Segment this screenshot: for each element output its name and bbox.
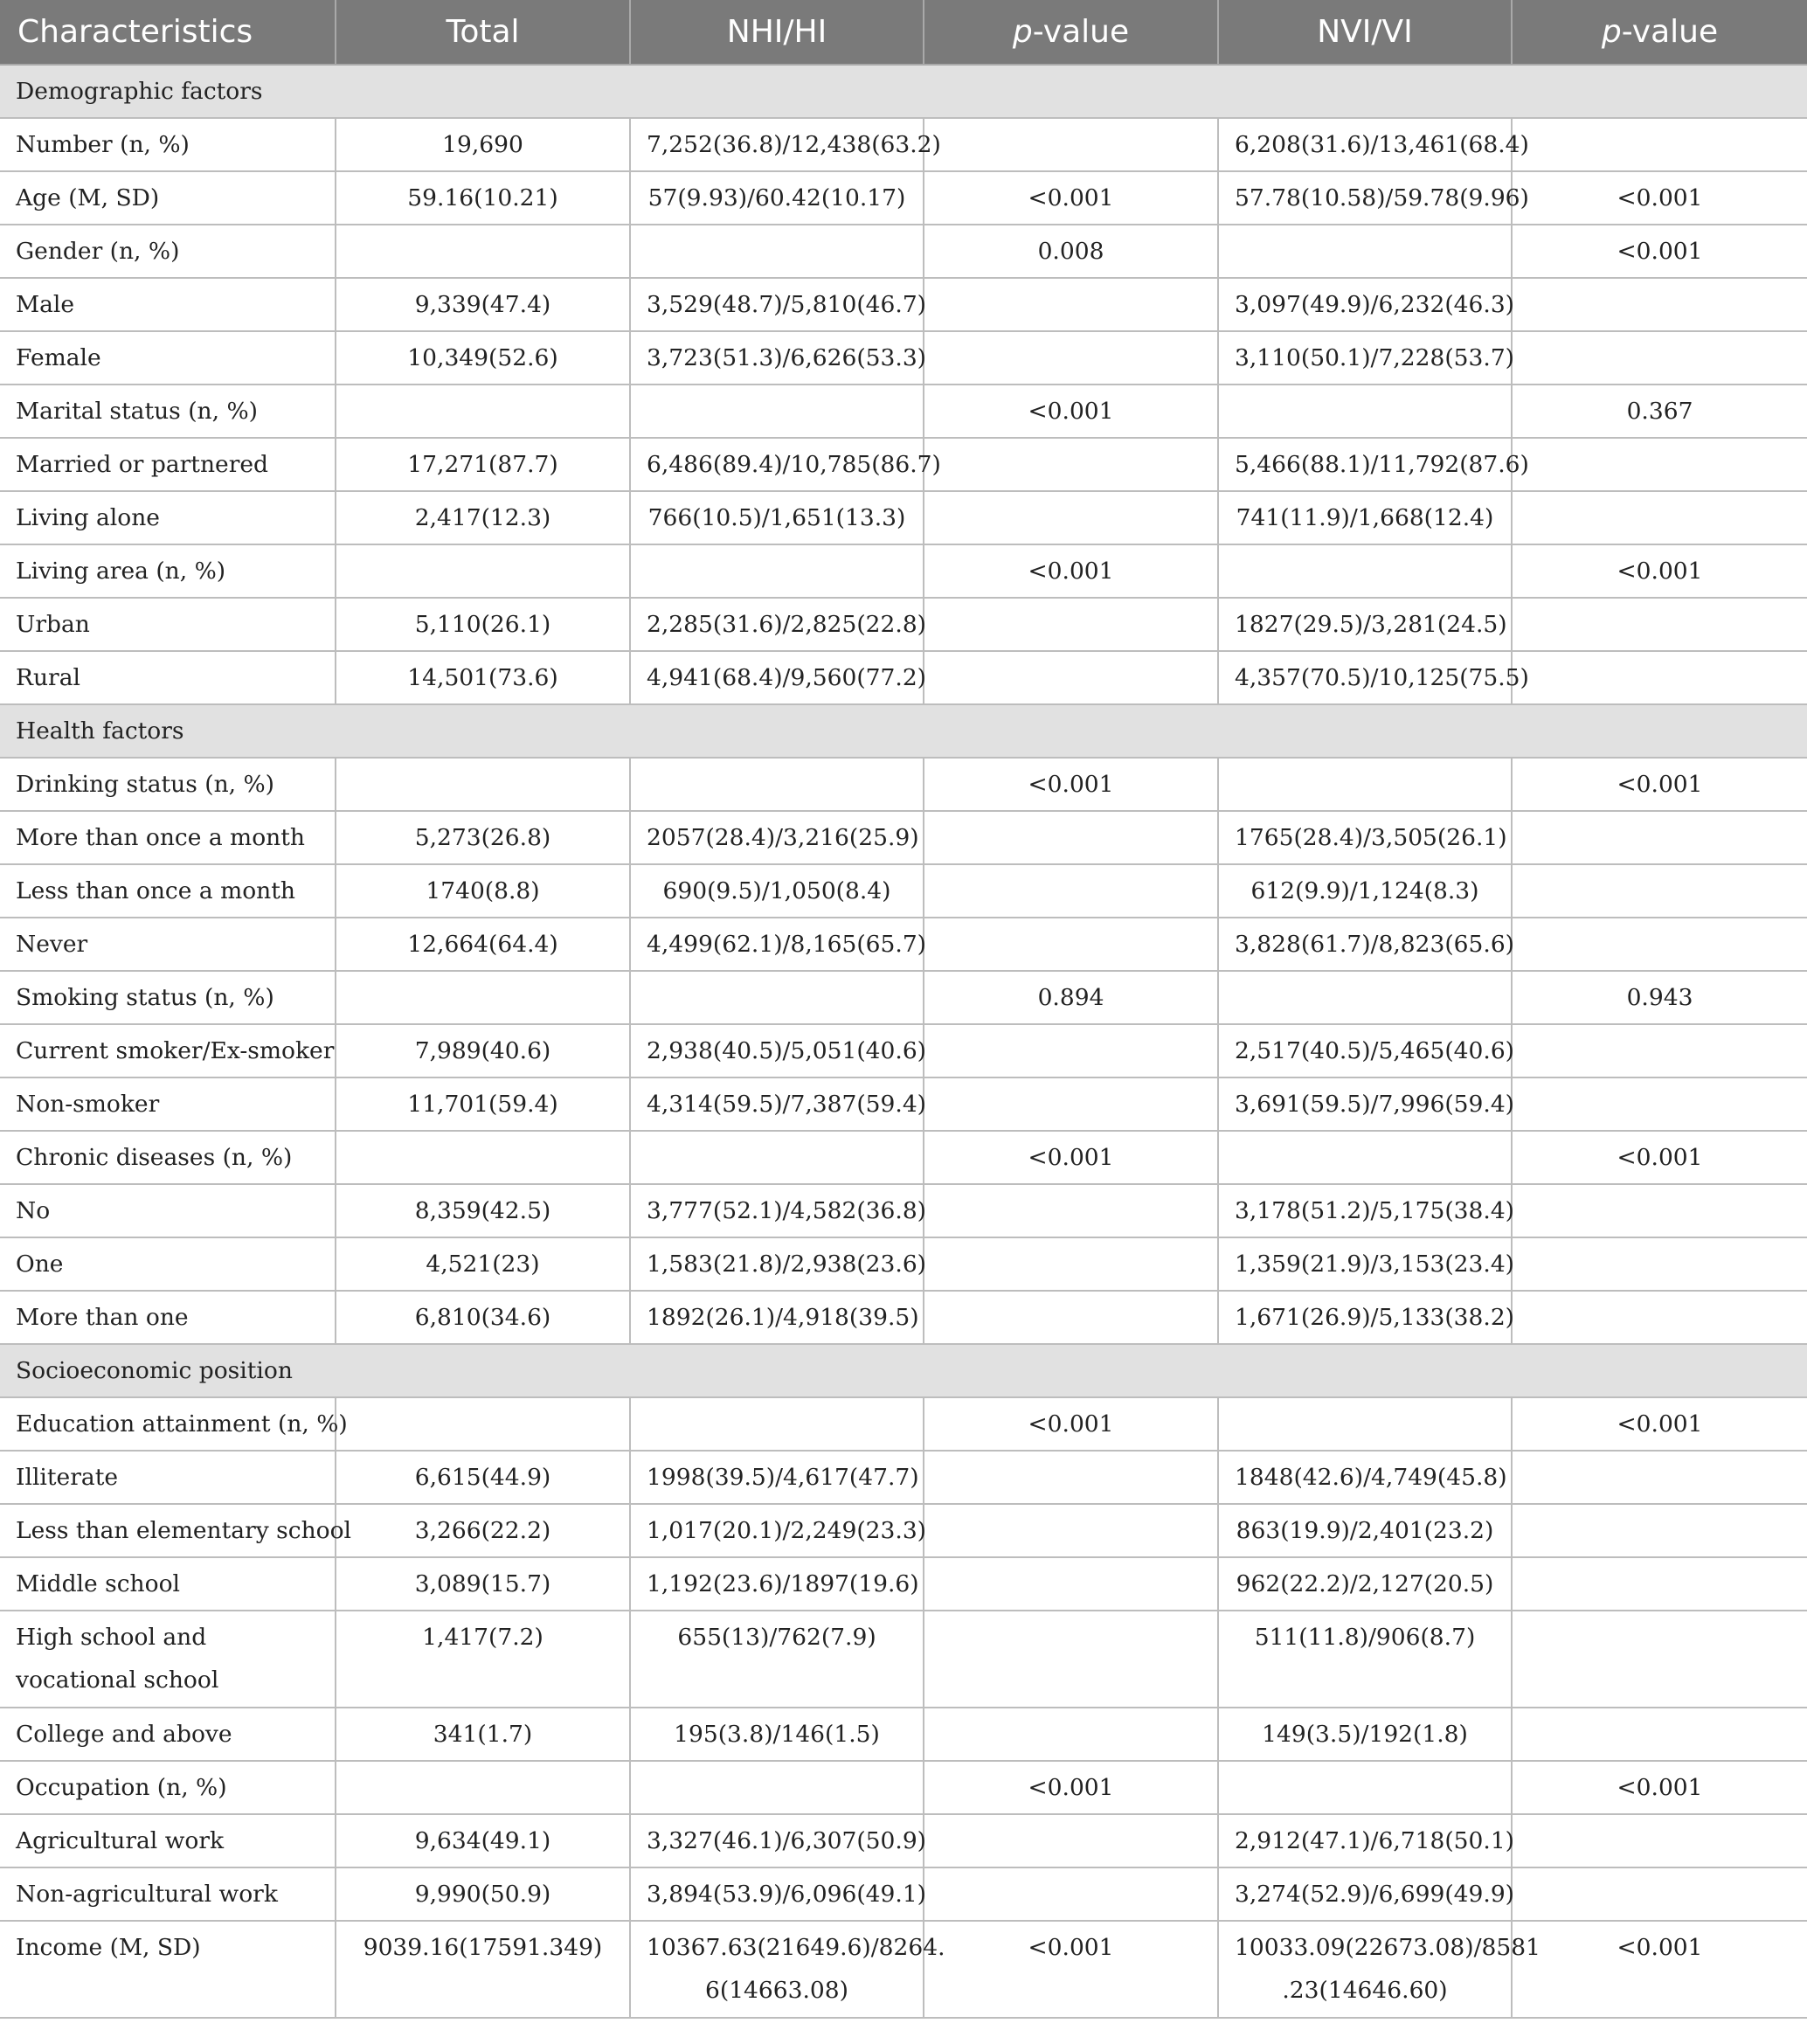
- cell-p-value-vision: [1512, 331, 1807, 385]
- cell-p-value-vision: [1512, 1451, 1807, 1504]
- cell-nvi-vi: [1218, 1131, 1512, 1184]
- cell-total: 1,417(7.2): [336, 1611, 630, 1708]
- table-row: [0, 651, 1807, 704]
- cell-p-value-vision: [1512, 278, 1807, 331]
- cell-characteristic: Less than once a month: [0, 864, 336, 918]
- cell-p-value-vision: [1512, 598, 1807, 651]
- cell-p-value-vision: [1512, 918, 1807, 971]
- cell-p-value-hearing: [924, 918, 1218, 971]
- cell-nvi-vi: [1218, 971, 1512, 1024]
- cell-nhi-hi: [630, 1131, 924, 1184]
- cell-p-value-hearing: 0.008: [924, 225, 1218, 278]
- cell-total: 6,810(34.6): [336, 1291, 630, 1344]
- header-p-value-hearing: [924, 0, 1218, 65]
- cell-nvi-vi: [1218, 758, 1512, 811]
- cell-p-value-vision: [1512, 1504, 1807, 1557]
- table-row: [0, 1761, 1807, 1814]
- cell-nhi-hi: [630, 225, 924, 278]
- table-row: [0, 1077, 1807, 1131]
- cell-p-value-hearing: [924, 1237, 1218, 1291]
- section-row: [0, 1344, 1807, 1397]
- cell-nvi-vi: [1218, 544, 1512, 598]
- cell-p-value-hearing: [924, 1077, 1218, 1131]
- table-row: [0, 1867, 1807, 1921]
- table-row: [0, 331, 1807, 385]
- cell-nvi-vi: 10033.09(22673.08)/8581 .23(14646.60): [1218, 1921, 1512, 2018]
- cell-nhi-hi: 1,017(20.1)/2,249(23.3): [630, 1504, 924, 1557]
- cell-nvi-vi: [1218, 385, 1512, 438]
- cell-p-value-vision: [1512, 1867, 1807, 1921]
- cell-characteristic: Occupation (n, %): [0, 1761, 336, 1814]
- table-row: [0, 1451, 1807, 1504]
- cell-p-value-hearing: [924, 331, 1218, 385]
- cell-total: 11,701(59.4): [336, 1077, 630, 1131]
- cell-characteristic: Current smoker/Ex-smoker: [0, 1024, 336, 1077]
- cell-nhi-hi: 3,777(52.1)/4,582(36.8): [630, 1184, 924, 1237]
- header-characteristics: Characteristics: [0, 0, 336, 65]
- cell-nhi-hi: 57(9.93)/60.42(10.17): [630, 171, 924, 225]
- table-row: [0, 598, 1807, 651]
- cell-nhi-hi: 2,938(40.5)/5,051(40.6): [630, 1024, 924, 1077]
- cell-p-value-vision: [1512, 438, 1807, 491]
- cell-total: 3,266(22.2): [336, 1504, 630, 1557]
- cell-characteristic: Chronic diseases (n, %): [0, 1131, 336, 1184]
- header-nhi-hi: NHI/HI: [630, 0, 924, 65]
- table-row: [0, 1557, 1807, 1611]
- cell-p-value-hearing: [924, 811, 1218, 864]
- cell-characteristic: Middle school: [0, 1557, 336, 1611]
- cell-p-value-hearing: [924, 598, 1218, 651]
- cell-total: 19,690: [336, 118, 630, 171]
- cell-nhi-hi: [630, 385, 924, 438]
- cell-characteristic: Married or partnered: [0, 438, 336, 491]
- table-row: [0, 385, 1807, 438]
- cell-total: [336, 758, 630, 811]
- table-row: [0, 1611, 1807, 1708]
- cell-characteristic: One: [0, 1237, 336, 1291]
- cell-nhi-hi: 4,314(59.5)/7,387(59.4): [630, 1077, 924, 1131]
- cell-total: 2,417(12.3): [336, 491, 630, 544]
- cell-characteristic: High school and vocational school: [0, 1611, 336, 1708]
- cell-p-value-hearing: <0.001: [924, 385, 1218, 438]
- cell-nvi-vi: 3,178(51.2)/5,175(38.4): [1218, 1184, 1512, 1237]
- cell-p-value-vision: [1512, 1184, 1807, 1237]
- cell-p-value-vision: [1512, 1814, 1807, 1867]
- cell-nvi-vi: 741(11.9)/1,668(12.4): [1218, 491, 1512, 544]
- cell-p-value-hearing: [924, 1184, 1218, 1237]
- cell-nvi-vi: 149(3.5)/192(1.8): [1218, 1708, 1512, 1761]
- cell-total: [336, 385, 630, 438]
- cell-p-value-vision: [1512, 811, 1807, 864]
- cell-total: 5,273(26.8): [336, 811, 630, 864]
- header-p-italic: p: [1601, 14, 1622, 50]
- table-body: [0, 65, 1807, 2018]
- table-row: [0, 278, 1807, 331]
- cell-total: 9,339(47.4): [336, 278, 630, 331]
- cell-characteristic: Smoking status (n, %): [0, 971, 336, 1024]
- cell-nvi-vi: 1848(42.6)/4,749(45.8): [1218, 1451, 1512, 1504]
- table-row: [0, 1237, 1807, 1291]
- cell-nhi-hi: 690(9.5)/1,050(8.4): [630, 864, 924, 918]
- cell-p-value-hearing: [924, 1867, 1218, 1921]
- cell-p-value-hearing: [924, 1611, 1218, 1708]
- cell-p-value-hearing: [924, 864, 1218, 918]
- cell-nvi-vi: 4,357(70.5)/10,125(75.5): [1218, 651, 1512, 704]
- cell-characteristic: Education attainment (n, %): [0, 1397, 336, 1451]
- section-title: Health factors: [0, 704, 1807, 758]
- table-row: [0, 171, 1807, 225]
- cell-characteristic: Female: [0, 331, 336, 385]
- cell-nhi-hi: 3,529(48.7)/5,810(46.7): [630, 278, 924, 331]
- cell-nhi-hi: 3,723(51.3)/6,626(53.3): [630, 331, 924, 385]
- cell-total: [336, 1761, 630, 1814]
- cell-p-value-vision: <0.001: [1512, 171, 1807, 225]
- cell-p-value-hearing: [924, 1708, 1218, 1761]
- cell-total: [336, 225, 630, 278]
- cell-p-value-vision: <0.001: [1512, 1397, 1807, 1451]
- cell-p-value-hearing: <0.001: [924, 171, 1218, 225]
- cell-nhi-hi: 1892(26.1)/4,918(39.5): [630, 1291, 924, 1344]
- cell-characteristic: No: [0, 1184, 336, 1237]
- cell-p-value-hearing: [924, 651, 1218, 704]
- cell-total: 4,521(23): [336, 1237, 630, 1291]
- table-row: [0, 225, 1807, 278]
- cell-p-value-hearing: [924, 278, 1218, 331]
- table-header: [0, 0, 1807, 65]
- cell-characteristic: Marital status (n, %): [0, 385, 336, 438]
- cell-total: 14,501(73.6): [336, 651, 630, 704]
- cell-p-value-vision: <0.001: [1512, 1761, 1807, 1814]
- table-row: [0, 811, 1807, 864]
- cell-characteristic: Never: [0, 918, 336, 971]
- cell-p-value-vision: <0.001: [1512, 1131, 1807, 1184]
- header-total: Total: [336, 0, 630, 65]
- cell-total: 7,989(40.6): [336, 1024, 630, 1077]
- cell-nvi-vi: [1218, 1761, 1512, 1814]
- cell-characteristic: Living alone: [0, 491, 336, 544]
- section-title: Socioeconomic position: [0, 1344, 1807, 1397]
- cell-p-value-vision: <0.001: [1512, 758, 1807, 811]
- cell-nvi-vi: 3,828(61.7)/8,823(65.6): [1218, 918, 1512, 971]
- cell-characteristic: Number (n, %): [0, 118, 336, 171]
- cell-nhi-hi: 1,583(21.8)/2,938(23.6): [630, 1237, 924, 1291]
- cell-p-value-vision: [1512, 1237, 1807, 1291]
- cell-total: 59.16(10.21): [336, 171, 630, 225]
- cell-p-value-hearing: [924, 1451, 1218, 1504]
- cell-nhi-hi: 2057(28.4)/3,216(25.9): [630, 811, 924, 864]
- cell-nhi-hi: 4,941(68.4)/9,560(77.2): [630, 651, 924, 704]
- cell-p-value-hearing: [924, 1024, 1218, 1077]
- header-row: [0, 0, 1807, 65]
- cell-nvi-vi: 1,359(21.9)/3,153(23.4): [1218, 1237, 1512, 1291]
- cell-nvi-vi: 6,208(31.6)/13,461(68.4): [1218, 118, 1512, 171]
- cell-nvi-vi: 3,691(59.5)/7,996(59.4): [1218, 1077, 1512, 1131]
- cell-total: [336, 1397, 630, 1451]
- section-row: [0, 65, 1807, 118]
- table-row: [0, 1291, 1807, 1344]
- cell-total: 9039.16(17591.349): [336, 1921, 630, 2018]
- header-nvi-vi: NVI/VI: [1218, 0, 1512, 65]
- cell-nhi-hi: 2,285(31.6)/2,825(22.8): [630, 598, 924, 651]
- cell-nvi-vi: 612(9.9)/1,124(8.3): [1218, 864, 1512, 918]
- cell-nhi-hi: 195(3.8)/146(1.5): [630, 1708, 924, 1761]
- cell-p-value-hearing: <0.001: [924, 1921, 1218, 2018]
- cell-nvi-vi: 962(22.2)/2,127(20.5): [1218, 1557, 1512, 1611]
- cell-p-value-hearing: <0.001: [924, 1397, 1218, 1451]
- cell-p-value-vision: [1512, 1024, 1807, 1077]
- cell-total: [336, 971, 630, 1024]
- table-row: [0, 758, 1807, 811]
- cell-p-value-hearing: [924, 438, 1218, 491]
- cell-total: 6,615(44.9): [336, 1451, 630, 1504]
- cell-nhi-hi: 1,192(23.6)/1897(19.6): [630, 1557, 924, 1611]
- cell-nhi-hi: [630, 1397, 924, 1451]
- cell-p-value-vision: <0.001: [1512, 1921, 1807, 2018]
- cell-characteristic: Drinking status (n, %): [0, 758, 336, 811]
- cell-total: 9,990(50.9): [336, 1867, 630, 1921]
- cell-nvi-vi: [1218, 1397, 1512, 1451]
- table-row: [0, 918, 1807, 971]
- cell-nvi-vi: 863(19.9)/2,401(23.2): [1218, 1504, 1512, 1557]
- cell-characteristic: Rural: [0, 651, 336, 704]
- cell-characteristic: Agricultural work: [0, 1814, 336, 1867]
- cell-nvi-vi: 3,274(52.9)/6,699(49.9): [1218, 1867, 1512, 1921]
- header-p-italic: p: [1012, 14, 1033, 50]
- header-p-rest: -value: [1032, 14, 1130, 50]
- cell-p-value-vision: <0.001: [1512, 225, 1807, 278]
- cell-total: 341(1.7): [336, 1708, 630, 1761]
- cell-p-value-vision: [1512, 491, 1807, 544]
- cell-characteristic: Age (M, SD): [0, 171, 336, 225]
- cell-p-value-vision: [1512, 118, 1807, 171]
- cell-characteristic: Urban: [0, 598, 336, 651]
- cell-nvi-vi: 1827(29.5)/3,281(24.5): [1218, 598, 1512, 651]
- cell-nhi-hi: 7,252(36.8)/12,438(63.2): [630, 118, 924, 171]
- section-row: [0, 704, 1807, 758]
- cell-nhi-hi: 10367.63(21649.6)/8264. 6(14663.08): [630, 1921, 924, 2018]
- cell-nhi-hi: [630, 1761, 924, 1814]
- cell-total: [336, 1131, 630, 1184]
- cell-nhi-hi: 6,486(89.4)/10,785(86.7): [630, 438, 924, 491]
- cell-nhi-hi: [630, 971, 924, 1024]
- cell-p-value-hearing: [924, 491, 1218, 544]
- cell-nvi-vi: 5,466(88.1)/11,792(87.6): [1218, 438, 1512, 491]
- cell-nvi-vi: [1218, 225, 1512, 278]
- cell-characteristic: Living area (n, %): [0, 544, 336, 598]
- cell-nvi-vi: 2,912(47.1)/6,718(50.1): [1218, 1814, 1512, 1867]
- cell-characteristic: College and above: [0, 1708, 336, 1761]
- cell-nhi-hi: 3,894(53.9)/6,096(49.1): [630, 1867, 924, 1921]
- cell-nvi-vi: 1765(28.4)/3,505(26.1): [1218, 811, 1512, 864]
- section-title: Demographic factors: [0, 65, 1807, 118]
- cell-characteristic: More than once a month: [0, 811, 336, 864]
- cell-p-value-vision: [1512, 651, 1807, 704]
- cell-total: 9,634(49.1): [336, 1814, 630, 1867]
- header-p-rest: -value: [1621, 14, 1719, 50]
- table-row: [0, 864, 1807, 918]
- cell-characteristic: Non-agricultural work: [0, 1867, 336, 1921]
- cell-p-value-vision: [1512, 1611, 1807, 1708]
- cell-p-value-vision: [1512, 1291, 1807, 1344]
- cell-p-value-hearing: 0.894: [924, 971, 1218, 1024]
- cell-p-value-vision: 0.943: [1512, 971, 1807, 1024]
- cell-total: 8,359(42.5): [336, 1184, 630, 1237]
- cell-characteristic: Male: [0, 278, 336, 331]
- cell-p-value-vision: <0.001: [1512, 544, 1807, 598]
- cell-nvi-vi: 3,110(50.1)/7,228(53.7): [1218, 331, 1512, 385]
- cell-total: [336, 544, 630, 598]
- cell-p-value-hearing: [924, 1504, 1218, 1557]
- cell-nvi-vi: 57.78(10.58)/59.78(9.96): [1218, 171, 1512, 225]
- cell-p-value-hearing: <0.001: [924, 544, 1218, 598]
- table-row: [0, 1814, 1807, 1867]
- cell-p-value-vision: [1512, 864, 1807, 918]
- table-row: [0, 544, 1807, 598]
- cell-p-value-vision: 0.367: [1512, 385, 1807, 438]
- cell-p-value-vision: [1512, 1708, 1807, 1761]
- cell-p-value-hearing: <0.001: [924, 1761, 1218, 1814]
- cell-nhi-hi: 655(13)/762(7.9): [630, 1611, 924, 1708]
- table-row: [0, 1184, 1807, 1237]
- cell-nhi-hi: [630, 758, 924, 811]
- cell-characteristic: Less than elementary school: [0, 1504, 336, 1557]
- cell-total: 10,349(52.6): [336, 331, 630, 385]
- table-row: [0, 1504, 1807, 1557]
- cell-p-value-hearing: [924, 1814, 1218, 1867]
- cell-p-value-hearing: [924, 118, 1218, 171]
- cell-total: 12,664(64.4): [336, 918, 630, 971]
- cell-total: 1740(8.8): [336, 864, 630, 918]
- cell-total: 3,089(15.7): [336, 1557, 630, 1611]
- cell-nhi-hi: [630, 544, 924, 598]
- cell-total: 17,271(87.7): [336, 438, 630, 491]
- cell-nvi-vi: 511(11.8)/906(8.7): [1218, 1611, 1512, 1708]
- cell-characteristic: Illiterate: [0, 1451, 336, 1504]
- cell-p-value-hearing: [924, 1557, 1218, 1611]
- cell-nhi-hi: 1998(39.5)/4,617(47.7): [630, 1451, 924, 1504]
- cell-p-value-vision: [1512, 1077, 1807, 1131]
- table-row: [0, 438, 1807, 491]
- table-row: [0, 1131, 1807, 1184]
- cell-nhi-hi: 766(10.5)/1,651(13.3): [630, 491, 924, 544]
- table-row: [0, 1024, 1807, 1077]
- cell-total: 5,110(26.1): [336, 598, 630, 651]
- table-row: [0, 491, 1807, 544]
- cell-nhi-hi: 3,327(46.1)/6,307(50.9): [630, 1814, 924, 1867]
- table-row: [0, 118, 1807, 171]
- cell-p-value-vision: [1512, 1557, 1807, 1611]
- table-row: [0, 971, 1807, 1024]
- cell-characteristic: Gender (n, %): [0, 225, 336, 278]
- cell-nvi-vi: 1,671(26.9)/5,133(38.2): [1218, 1291, 1512, 1344]
- table-row: [0, 1397, 1807, 1451]
- cell-p-value-hearing: <0.001: [924, 758, 1218, 811]
- cell-characteristic: More than one: [0, 1291, 336, 1344]
- table-row: [0, 1708, 1807, 1761]
- cell-p-value-hearing: [924, 1291, 1218, 1344]
- table-row: [0, 1921, 1807, 2018]
- cell-nvi-vi: 3,097(49.9)/6,232(46.3): [1218, 278, 1512, 331]
- cell-nhi-hi: 4,499(62.1)/8,165(65.7): [630, 918, 924, 971]
- cell-nvi-vi: 2,517(40.5)/5,465(40.6): [1218, 1024, 1512, 1077]
- cell-p-value-hearing: <0.001: [924, 1131, 1218, 1184]
- cell-characteristic: Non-smoker: [0, 1077, 336, 1131]
- cell-characteristic: Income (M, SD): [0, 1921, 336, 2018]
- header-p-value-vision: [1512, 0, 1807, 65]
